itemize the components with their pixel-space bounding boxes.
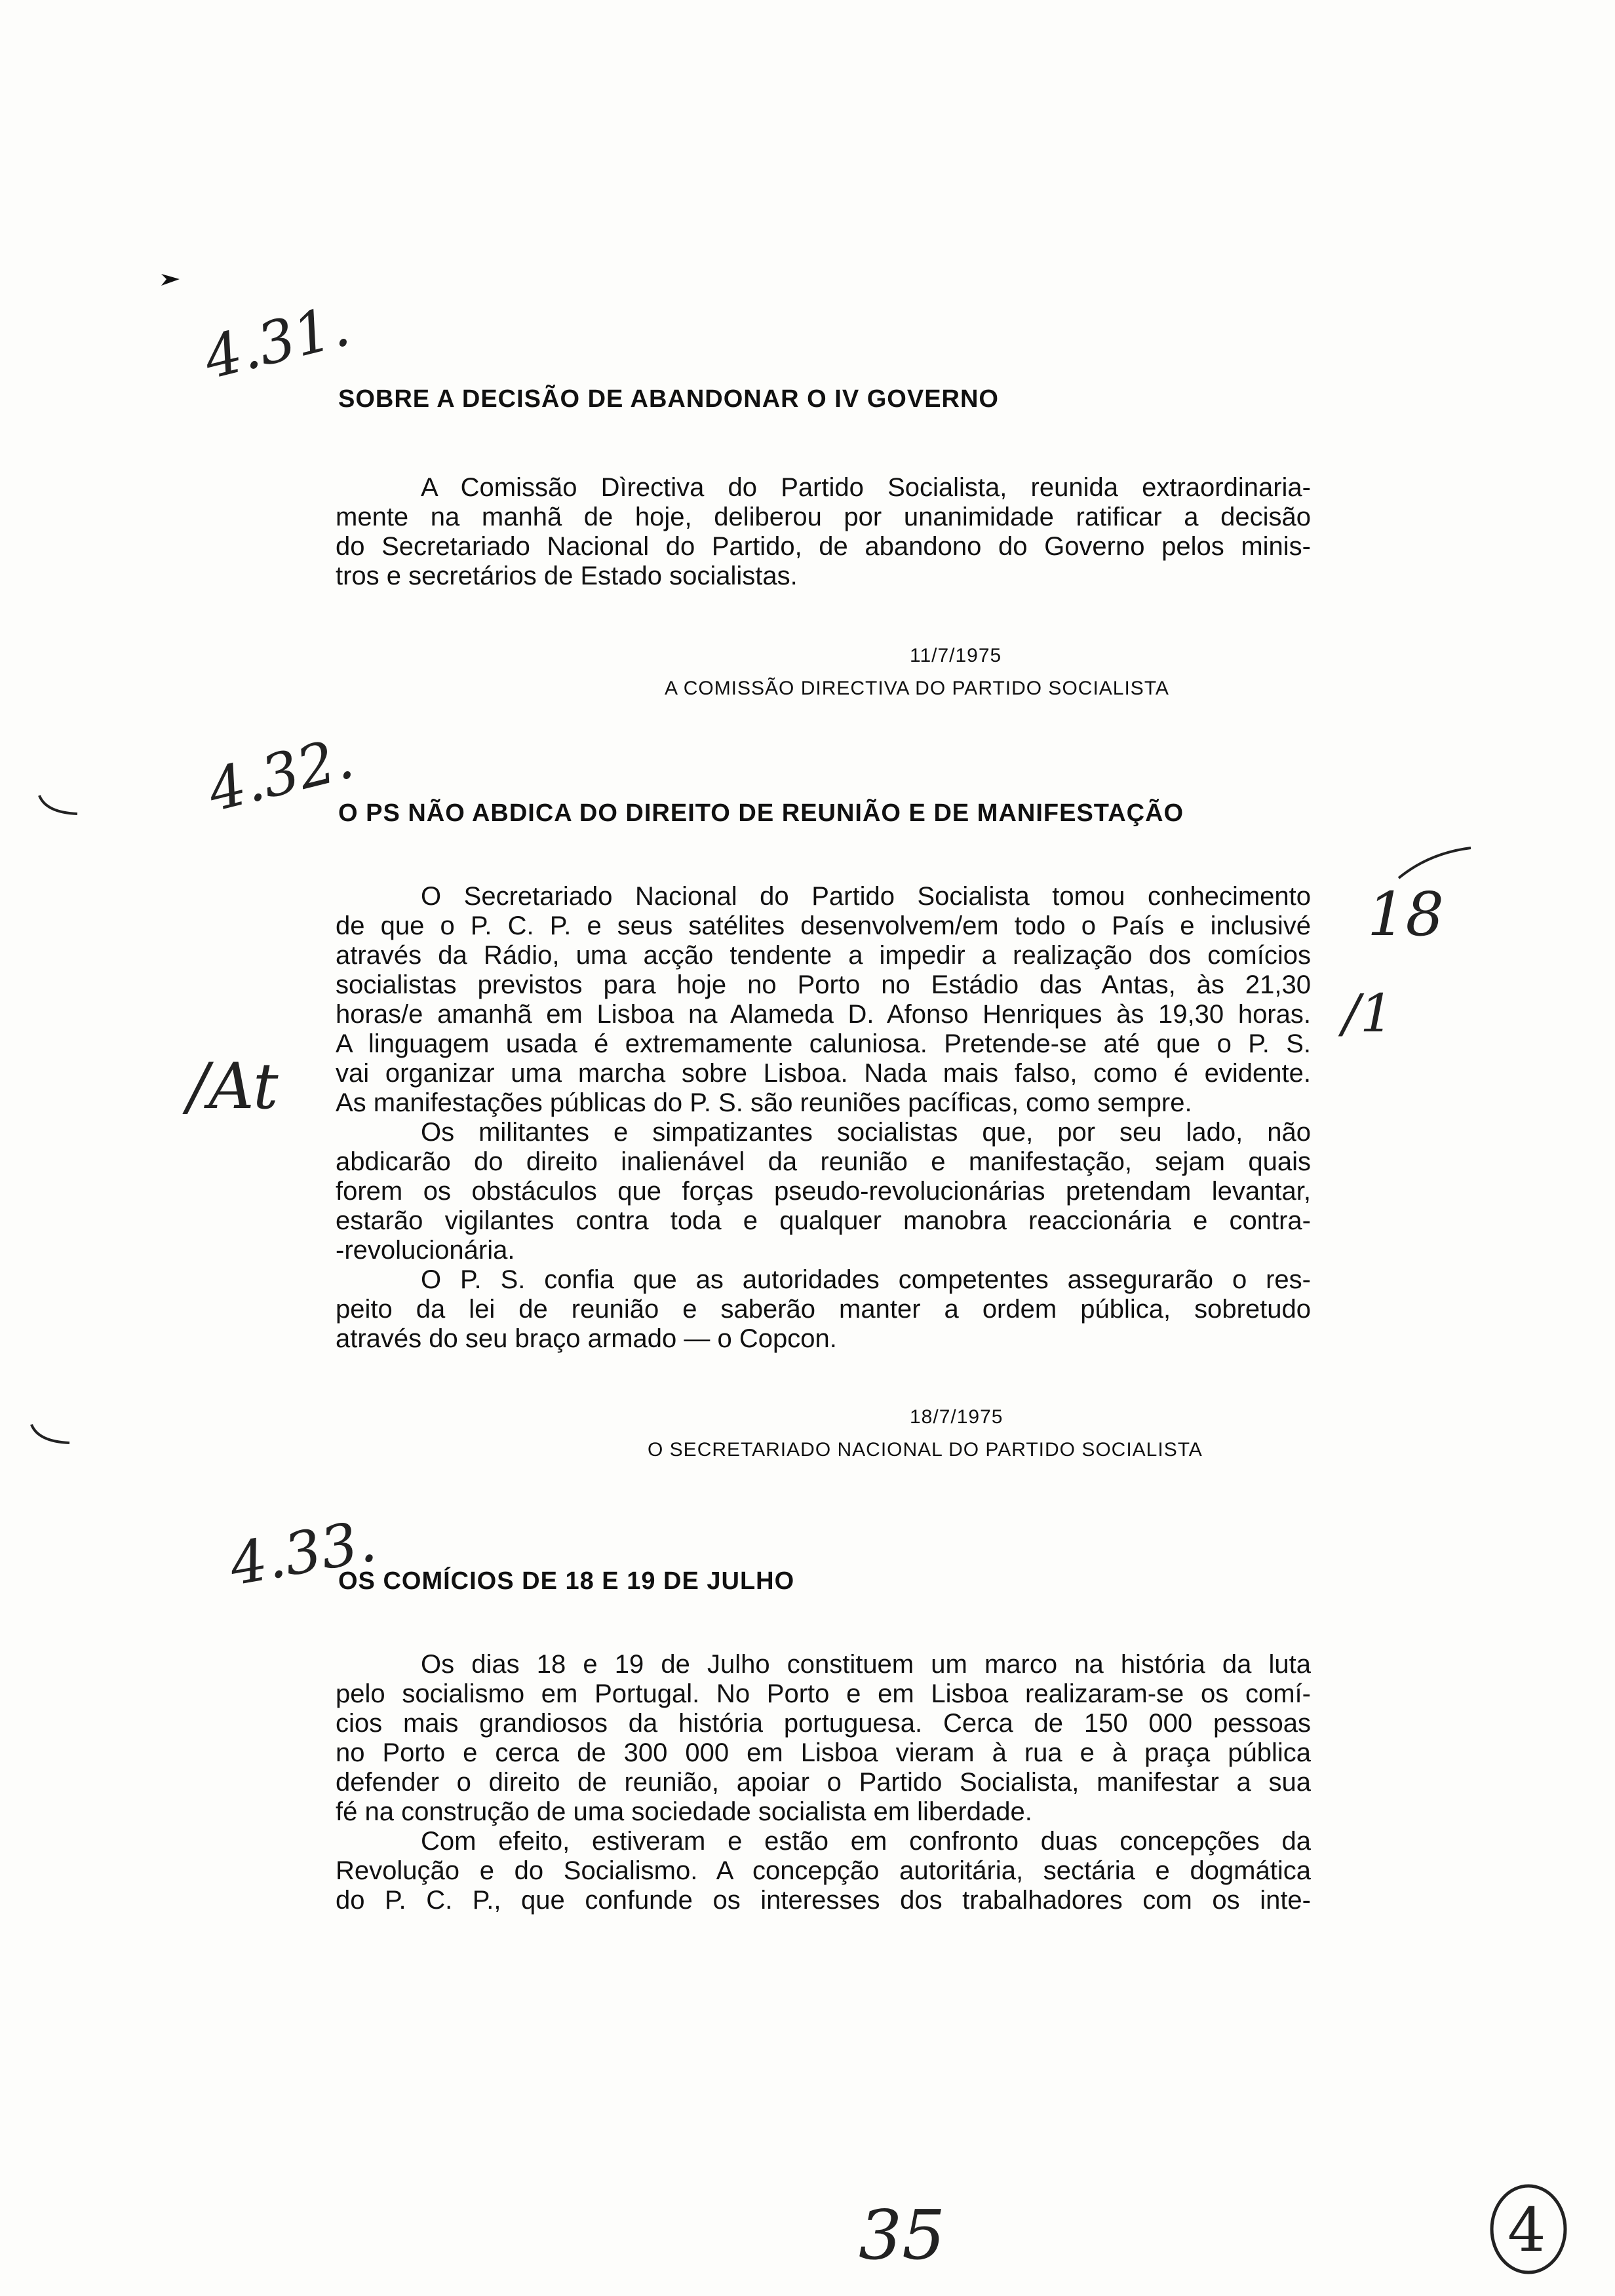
body-line: O Secretariado Nacional do Partido Socialista tomou conhecimento (421, 882, 1311, 911)
section1-signature: A COMISSÃO DIRECTIVA DO PARTIDO SOCIALISTA (665, 678, 1169, 699)
margin-stroke-icon (1396, 845, 1475, 885)
body-line: A linguagem usada é extremamente caluniosa. Pretende-se até que o P. S. (336, 1029, 1311, 1058)
body-line: Os dias 18 e 19 de Julho constituem um marco na história da luta (421, 1650, 1311, 1679)
body-line: através do seu braço armado — o Copcon. (336, 1324, 837, 1353)
body-line: do Secretariado Nacional do Partido, de abandono do Governo pelos minis- (336, 532, 1311, 561)
body-line: defender o direito de reunião, apoiar o Partido Socialista, manifestar a sua (336, 1768, 1311, 1797)
body-line: mente na manhã de hoje, deliberou por unanimidade ratificar a decisão (336, 503, 1311, 531)
body-line: abdicarão do direito inalienável da reunião e manifestação, sejam quais (336, 1147, 1311, 1176)
section2-number: 4.32. (201, 723, 360, 825)
section1-heading: SOBRE A DECISÃO DE ABANDONAR O IV GOVERNO (338, 385, 999, 413)
body-line: socialistas previstos para hoje no Porto no Estádio das Antas, às 21,30 (336, 970, 1311, 999)
body-line: de que o P. C. P. e seus satélites desenvolvem/em todo o País e inclusivé (336, 911, 1311, 940)
body-line: Com efeito, estiveram e estão em confronto duas concepções da (421, 1827, 1311, 1856)
body-line: peito da lei de reunião e saberão manter a ordem pública, sobretudo (336, 1295, 1311, 1324)
body-line: vai organizar uma marcha sobre Lisboa. Nada mais falso, como é evidente. (336, 1059, 1311, 1088)
section1-number: 4.31. (197, 291, 357, 392)
margin-note-left: /At (187, 1050, 279, 1123)
circled-number: 4 (1508, 2195, 1546, 2265)
body-line: cios mais grandiosos da história portuguesa. Cerca de 150 000 pessoas (336, 1709, 1311, 1738)
arrow-mark-icon (160, 270, 186, 290)
section1-body (336, 473, 1311, 591)
body-line: tros e secretários de Estado socialistas. (336, 562, 798, 590)
section3-heading: OS COMÍCIOS DE 18 E 19 DE JULHO (338, 1567, 795, 1595)
body-line: pelo socialismo em Portugal. No Porto e em Lisboa realizaram-se os comí- (336, 1679, 1311, 1708)
body-line: estarão vigilantes contra toda e qualquer manobra reaccionária e contra- (336, 1206, 1311, 1235)
body-line: -revolucionária. (336, 1236, 515, 1265)
page-number: 35 (859, 2195, 946, 2275)
body-line: Revolução e do Socialismo. A concepção autoritária, sectária e dogmática (336, 1856, 1311, 1885)
section3-body (336, 1650, 1311, 1915)
section3-number: 4.33. (224, 1506, 381, 1599)
body-line: forem os obstáculos que forças pseudo-revolucionárias pretendam levantar, (336, 1177, 1311, 1206)
body-line: O P. S. confia que as autoridades competentes assegurarão o res- (421, 1265, 1311, 1294)
margin-bracket-icon (29, 1422, 75, 1448)
section2-body (336, 882, 1311, 1354)
body-line: Os militantes e simpatizantes socialistas que, por seu lado, não (421, 1118, 1311, 1147)
body-line: fé na construção de uma sociedade socialista em liberdade. (336, 1797, 1032, 1826)
body-line: através da Rádio, uma acção tendente a impedir a realização dos comícios (336, 941, 1311, 970)
section2-signature: O SECRETARIADO NACIONAL DO PARTIDO SOCIALISTA (648, 1439, 1203, 1461)
section1-date: 11/7/1975 (910, 645, 1002, 666)
body-line: horas/e amanhã em Lisboa na Alameda D. Afonso Henriques às 19,30 horas. (336, 1000, 1311, 1029)
body-line: no Porto e cerca de 300 000 em Lisboa vieram à rua e à praça pública (336, 1738, 1311, 1767)
body-line: As manifestações públicas do P. S. são reuniões pacíficas, como sempre. (336, 1088, 1192, 1117)
margin-note-right-top: 18 (1367, 879, 1445, 949)
section2-heading: O PS NÃO ABDICA DO DIREITO DE REUNIÃO E DE MANIFESTAÇÃO (338, 799, 1184, 827)
margin-note-right-bottom: /1 (1342, 983, 1393, 1044)
body-line: A Comissão Dìrectiva do Partido Socialista, reunida extraordinaria- (421, 473, 1311, 502)
body-line: do P. C. P., que confunde os interesses dos trabalhadores com os inte- (336, 1886, 1311, 1915)
margin-bracket-icon (37, 793, 83, 819)
section2-date: 18/7/1975 (910, 1406, 1003, 1428)
